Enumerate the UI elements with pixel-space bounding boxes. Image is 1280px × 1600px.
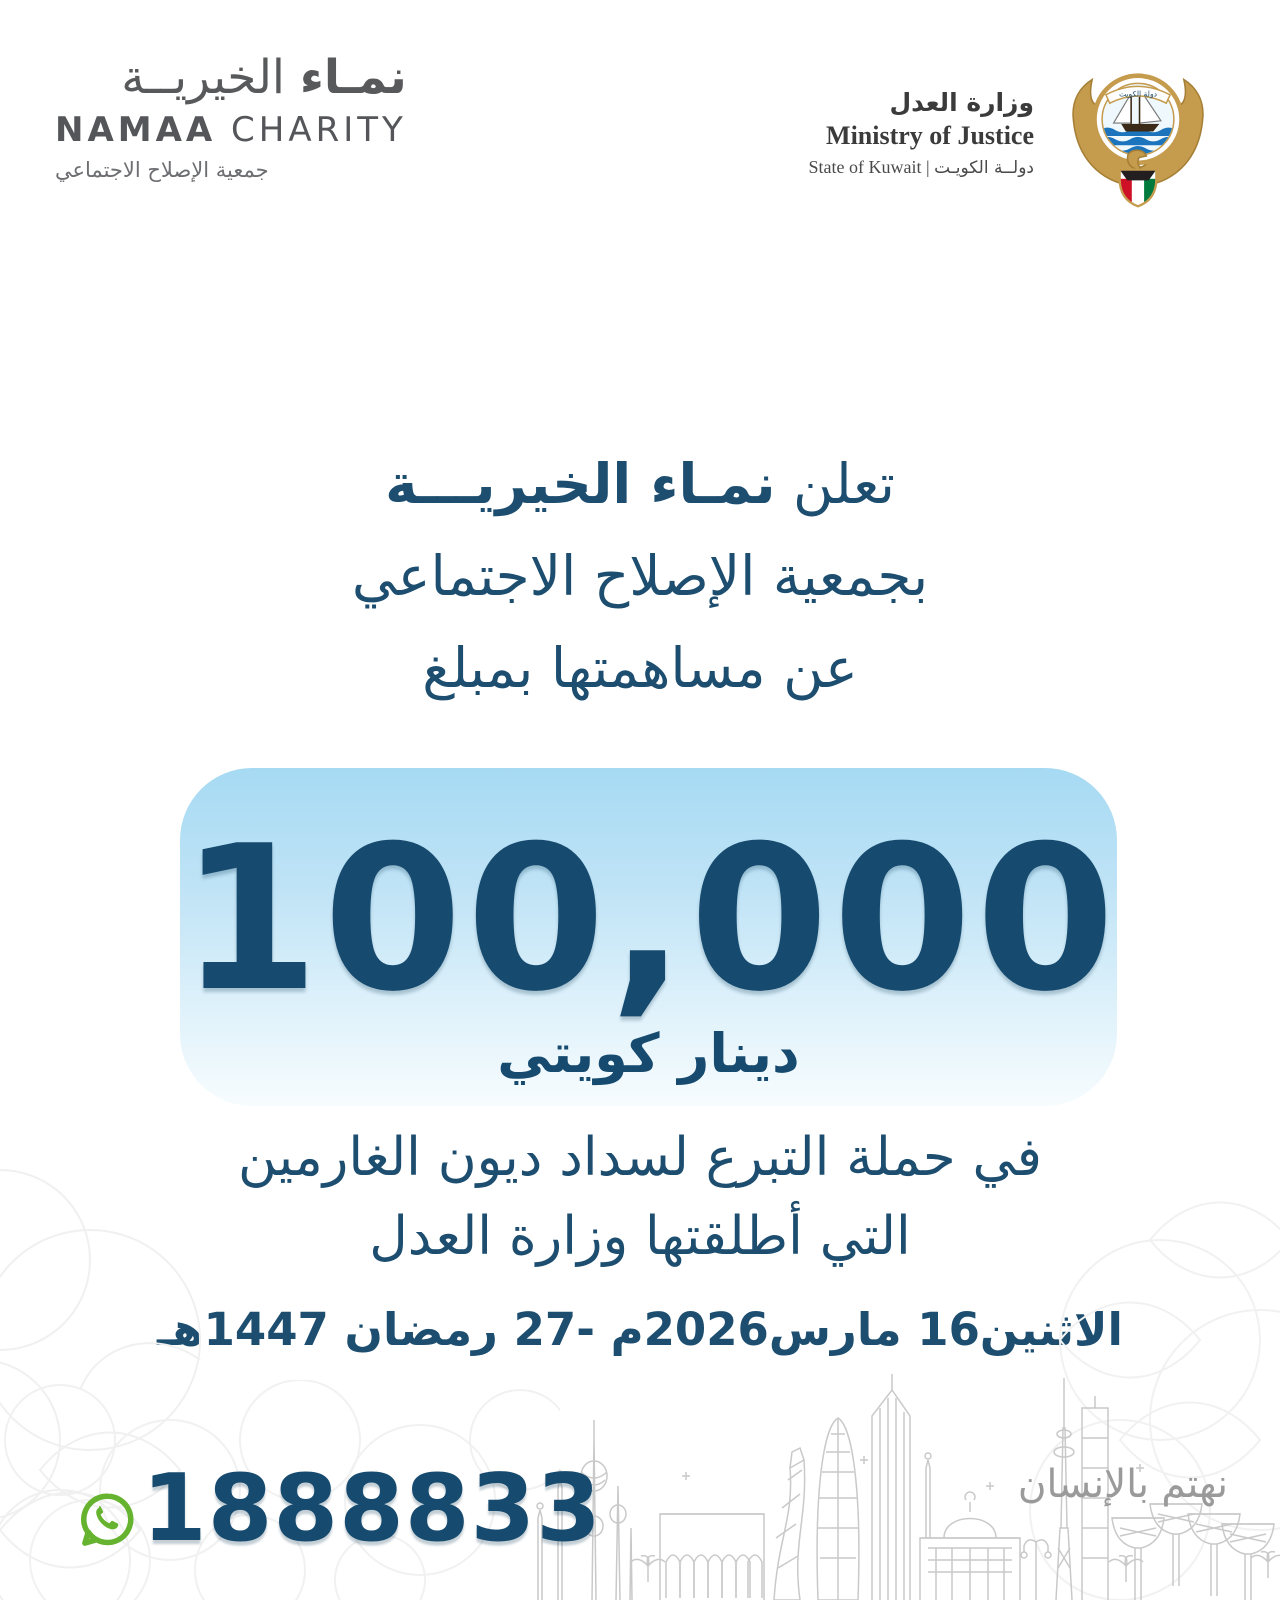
namaa-subtitle: جمعية الإصلاح الاجتماعي [55, 157, 269, 182]
namaa-latin-light: CHARITY [231, 109, 407, 150]
state-of-kuwait-ar: دولــة الكويـت [934, 158, 1034, 178]
announcement-line1-prefix: تعلن [775, 452, 895, 516]
state-of-kuwait-en: State of Kuwait [808, 157, 922, 177]
ministry-english-title: Ministry of Justice [826, 121, 1034, 150]
whatsapp-icon [78, 1490, 138, 1550]
namaa-arabic-light: الخيريــة [121, 50, 285, 105]
announcement-line1-bold: نمـاء الخيريـــة [385, 452, 776, 516]
donation-amount-box [180, 768, 1117, 1106]
namaa-arabic-bold: نمـاء [299, 50, 407, 105]
donation-currency: دينار كويتي [497, 1022, 800, 1085]
ministry-of-justice-logo [808, 52, 1222, 214]
campaign-line2: التي أطلقتها وزارة العدل [369, 1206, 911, 1267]
namaa-latin-bold: NAMAA [55, 109, 217, 150]
ministry-state-line [808, 157, 1034, 178]
phone-number: 1888833 [142, 1454, 602, 1562]
emblem-banner-text: دولة الكويت [1118, 89, 1158, 99]
ministry-arabic-title: وزارة العدل [889, 88, 1034, 117]
announcement-heading [0, 438, 1280, 714]
state-divider: | [925, 157, 930, 177]
announcement-line1 [0, 438, 1280, 530]
campaign-date: الاثنين16 مارس2026م -27 رمضان 1447هـ [157, 1303, 1123, 1356]
campaign-line1: في حملة التبرع لسداد ديون الغارمين [238, 1127, 1042, 1188]
ministry-text-block [808, 88, 1034, 178]
donation-amount: 100,000 [180, 803, 1119, 1036]
announcement-line2: بجمعية الإصلاح الاجتماعي [351, 544, 929, 608]
whatsapp-contact [78, 1454, 602, 1562]
namaa-arabic-wordmark [55, 52, 407, 104]
namaa-charity-logo [55, 52, 407, 182]
namaa-latin-wordmark [55, 110, 407, 150]
announcement-line3: عن مساهمتها بمبلغ [422, 636, 858, 700]
kuwait-emblem-icon [1054, 52, 1222, 214]
tagline: نهتم بالإنسان [1017, 1462, 1228, 1507]
